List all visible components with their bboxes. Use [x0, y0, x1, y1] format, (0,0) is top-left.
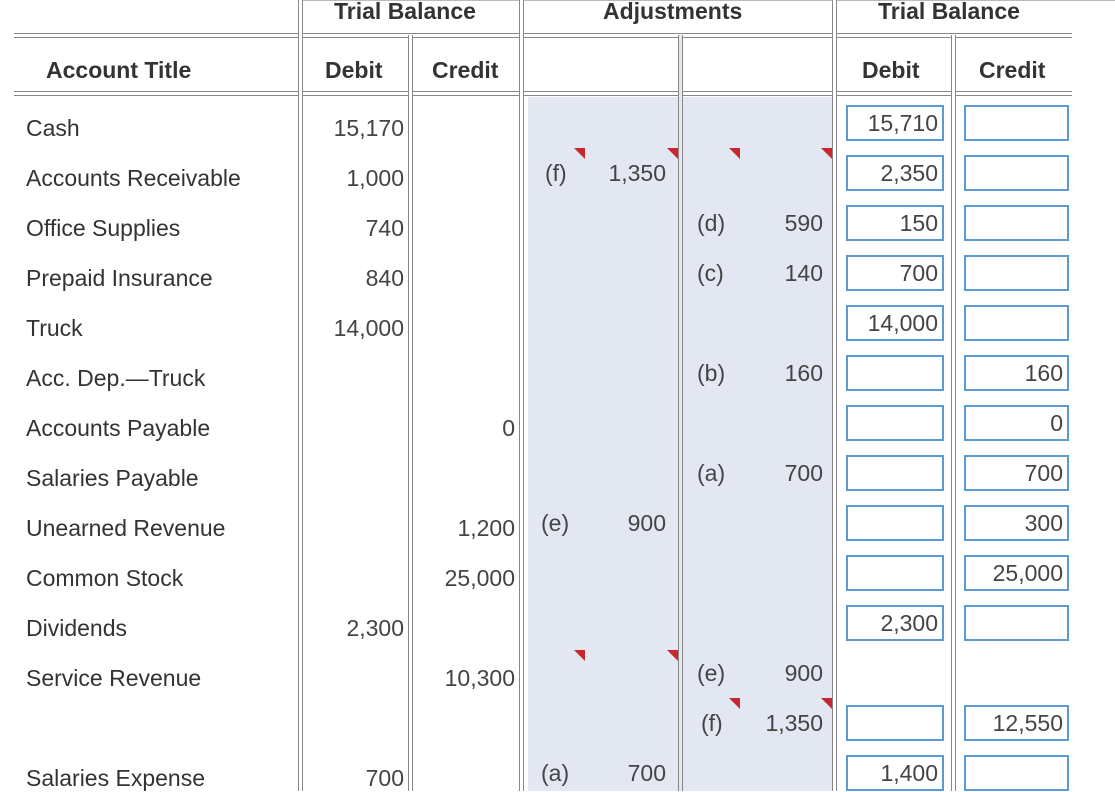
tb-debit-value: 840 [365, 265, 404, 291]
atb-debit-input[interactable] [846, 505, 944, 541]
header-tb-credit: Credit [432, 57, 499, 83]
adj-debit-ref: (e) [541, 510, 570, 536]
adj-debit-amount: 700 [627, 760, 666, 786]
marker-triangle-icon [821, 698, 832, 709]
tb-credit-value: 0 [502, 415, 515, 441]
header-account-title: Account Title [46, 57, 192, 83]
marker-triangle-icon [667, 650, 678, 661]
atb-credit-input[interactable] [964, 355, 1069, 391]
adj-credit-ref: (e) [697, 660, 726, 686]
account-title: Office Supplies [26, 215, 181, 241]
col-divider-tb [408, 35, 413, 791]
marker-triangle-icon [821, 148, 832, 159]
adj-credit-ref: (d) [697, 210, 726, 236]
atb-credit-input[interactable] [964, 255, 1069, 291]
marker-triangle-icon [574, 148, 585, 159]
account-title: Accounts Payable [26, 415, 211, 441]
account-title: Salaries Expense [26, 765, 205, 791]
account-title: Acc. Dep.—Truck [26, 365, 206, 391]
atb-debit-input[interactable] [846, 705, 944, 741]
account-title: Service Revenue [26, 665, 202, 691]
atb-credit-input[interactable] [964, 555, 1069, 591]
marker-triangle-icon [574, 650, 585, 661]
account-title: Common Stock [26, 565, 184, 591]
atb-credit-input[interactable] [964, 505, 1069, 541]
account-title: Unearned Revenue [26, 515, 226, 541]
adj-credit-amount: 590 [784, 210, 823, 236]
atb-debit-input[interactable] [846, 305, 944, 341]
marker-triangle-icon [729, 698, 740, 709]
col-divider-title [298, 0, 303, 791]
atb-credit-input[interactable] [964, 305, 1069, 341]
tb-debit-value: 2,300 [346, 615, 404, 641]
atb-credit-input[interactable] [964, 155, 1069, 191]
marker-triangle-icon [667, 148, 678, 159]
account-title: Cash [26, 115, 80, 141]
group-header-adjusted-trial-balance: Trial Balance [878, 0, 1020, 24]
account-title: Accounts Receivable [26, 165, 241, 191]
adj-debit-ref: (a) [541, 760, 570, 786]
atb-credit-input[interactable] [964, 405, 1069, 441]
account-title: Truck [26, 315, 83, 341]
adj-credit-amount: 900 [784, 660, 823, 686]
adj-credit-ref: (f) [701, 710, 723, 736]
adj-credit-ref: (b) [697, 360, 726, 386]
atb-debit-input[interactable] [846, 205, 944, 241]
marker-triangle-icon [729, 148, 740, 159]
atb-debit-input[interactable] [846, 255, 944, 291]
header-tb-debit: Debit [325, 57, 383, 83]
adj-credit-amount: 140 [784, 260, 823, 286]
account-title: Prepaid Insurance [26, 265, 213, 291]
col-divider-tb-adj [519, 0, 524, 791]
atb-credit-input[interactable] [964, 205, 1069, 241]
tb-debit-value: 740 [365, 215, 404, 241]
adj-credit-ref: (c) [697, 260, 724, 286]
adj-debit-amount: 1,350 [608, 160, 666, 186]
tb-credit-value: 25,000 [444, 565, 515, 591]
account-title: Salaries Payable [26, 465, 199, 491]
tb-debit-value: 14,000 [333, 315, 404, 341]
adj-credit-amount: 1,350 [765, 710, 823, 736]
adj-debit-ref: (f) [545, 160, 567, 186]
group-header-trial-balance: Trial Balance [334, 0, 476, 24]
tb-debit-value: 700 [365, 765, 404, 791]
atb-credit-input[interactable] [964, 755, 1069, 791]
col-divider-adj-atb [832, 0, 837, 791]
header-rule-top [14, 33, 1072, 38]
header-atb-debit: Debit [862, 57, 920, 83]
col-divider-adj-mid [678, 35, 683, 791]
atb-debit-input[interactable] [846, 355, 944, 391]
col-divider-atb [951, 35, 956, 791]
atb-credit-input[interactable] [964, 605, 1069, 641]
tb-debit-value: 1,000 [346, 165, 404, 191]
header-rule-bottom [14, 91, 1072, 96]
adj-credit-amount: 160 [784, 360, 823, 386]
tb-debit-value: 15,170 [333, 115, 404, 141]
atb-debit-input[interactable] [846, 155, 944, 191]
atb-debit-input[interactable] [846, 455, 944, 491]
atb-debit-input[interactable] [846, 555, 944, 591]
atb-debit-input[interactable] [846, 405, 944, 441]
atb-debit-input[interactable] [846, 755, 944, 791]
adj-credit-amount: 700 [784, 460, 823, 486]
atb-credit-input[interactable] [964, 105, 1069, 141]
atb-credit-input[interactable] [964, 705, 1069, 741]
atb-debit-input[interactable] [846, 605, 944, 641]
adj-debit-amount: 900 [627, 510, 666, 536]
adj-credit-ref: (a) [697, 460, 726, 486]
header-atb-credit: Credit [979, 57, 1046, 83]
group-header-adjustments: Adjustments [603, 0, 743, 24]
atb-credit-input[interactable] [964, 455, 1069, 491]
atb-debit-input[interactable] [846, 105, 944, 141]
tb-credit-value: 10,300 [444, 665, 515, 691]
tb-credit-value: 1,200 [457, 515, 515, 541]
account-title: Dividends [26, 615, 127, 641]
